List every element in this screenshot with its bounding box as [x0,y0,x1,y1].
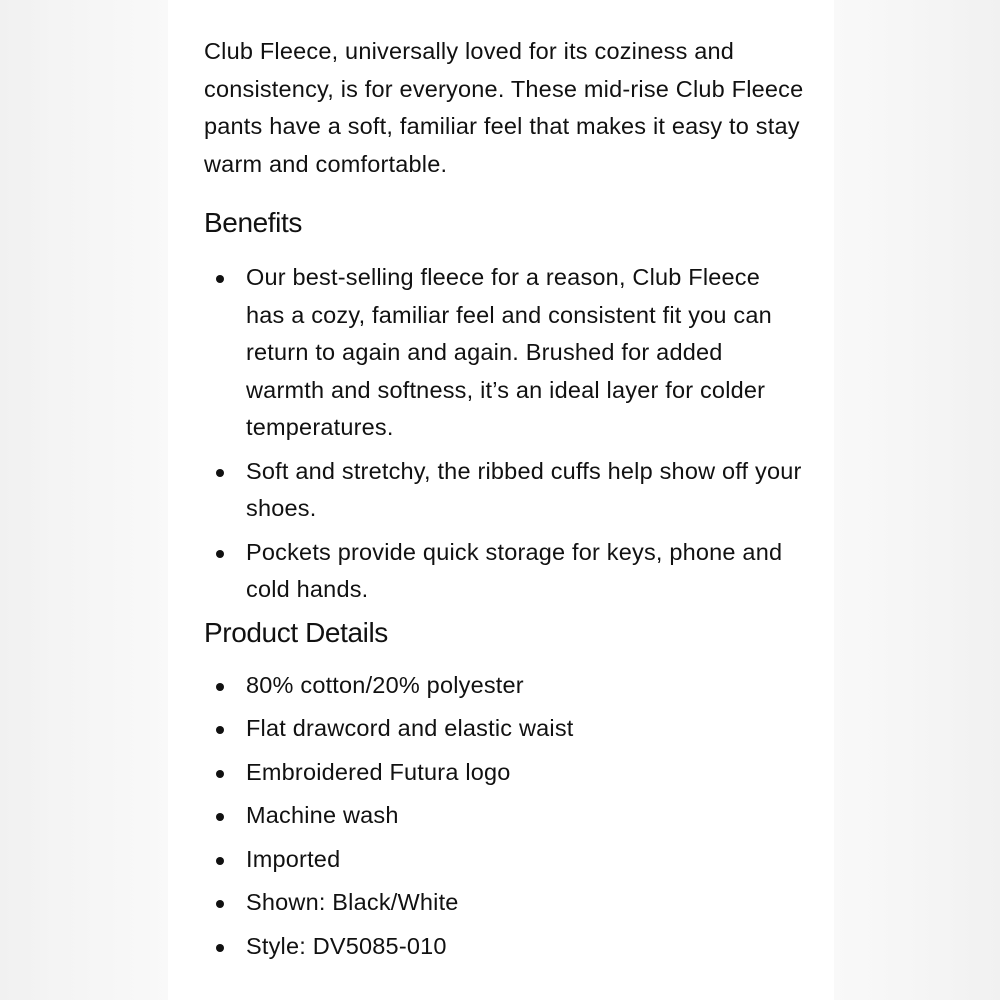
list-item-text: Pockets provide quick storage for keys, phone and cold hands. [246,538,783,602]
bullet-icon [216,275,224,283]
list-item-text: Machine wash [246,802,399,828]
product-description-panel [168,0,834,1000]
product-details-list [204,667,804,966]
benefits-list [204,259,804,609]
list-item [204,884,804,922]
bullet-icon [216,813,224,821]
list-item-text: Soft and stretchy, the ribbed cuffs help show off your shoes. [246,457,802,521]
list-item-text: 80% cotton/20% polyester [246,671,524,698]
list-item [204,710,804,748]
list-item-text: Style: DV5085-010 [246,932,447,959]
bullet-icon [216,770,224,778]
right-backdrop [834,0,1000,1000]
benefits-heading: Benefits [204,207,302,238]
list-item-text: Imported [246,845,341,872]
list-item [204,534,804,609]
list-item [204,754,804,792]
list-item-text: Our best-selling fleece for a reason, Club Fleece has a cozy, familiar feel and consistent fit you can return to again and again. Brushed for added warmth and softness, it’s an ideal layer for colder temperatures. [246,264,772,440]
list-item [204,797,804,835]
bullet-icon [216,469,224,477]
product-intro-text: Club Fleece, universally loved for its coziness and consistency, is for everyone. These mid-rise Club Fleece pants have a soft, familiar feel that makes it easy to stay warm and comfortable. [204,38,804,177]
bullet-icon [216,726,224,734]
description-content [204,33,804,971]
left-backdrop [0,0,168,1000]
bullet-icon [216,550,224,558]
bullet-icon [216,857,224,865]
bullet-icon [216,944,224,952]
list-item [204,453,804,528]
product-details-heading: Product Details [204,616,388,648]
list-item [204,841,804,879]
list-item [204,928,804,966]
list-item-text: Shown: Black/White [246,889,459,915]
list-item [204,259,804,447]
list-item-text: Embroidered Futura logo [246,758,511,785]
bullet-icon [216,900,224,908]
list-item-text: Flat drawcord and elastic waist [246,715,574,741]
bullet-icon [216,683,224,691]
list-item [204,667,804,705]
